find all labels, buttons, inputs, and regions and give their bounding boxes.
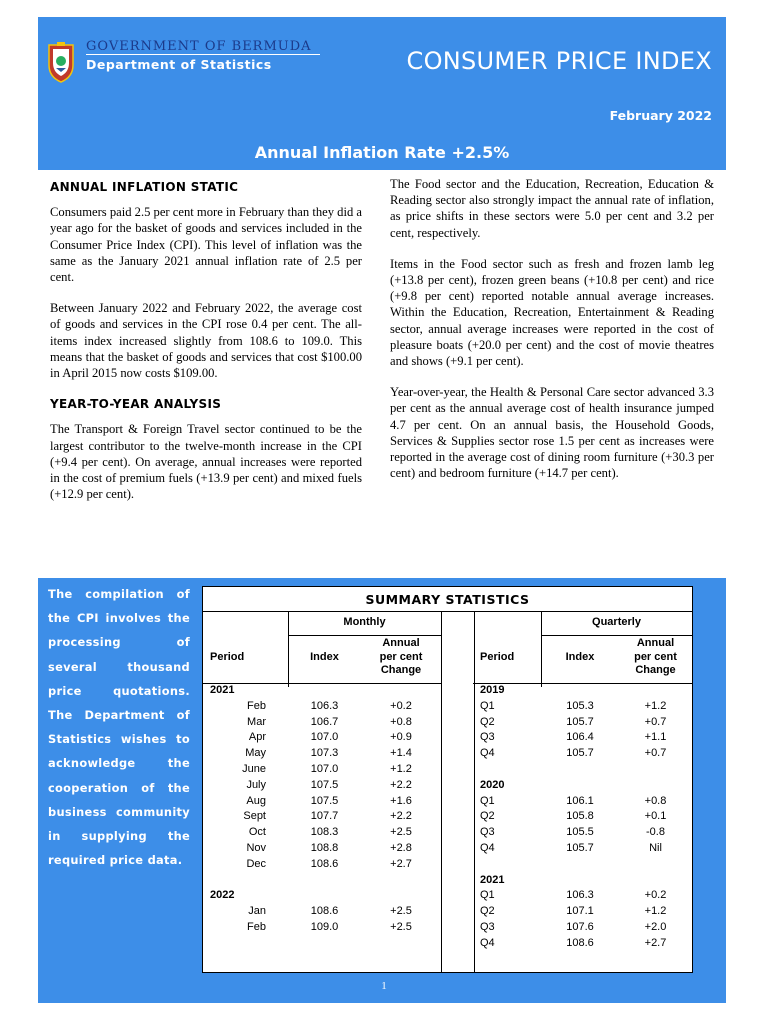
period-cell: Nov [246,842,266,854]
change-cell: +0.8 [644,794,667,807]
change-cell: +2.2 [390,778,412,791]
section-heading: ANNUAL INFLATION STATIC [50,180,239,194]
index-cell: 107.3 [310,747,339,760]
change-cell: +0.2 [644,889,667,902]
government-name: GOVERNMENT OF BERMUDA [86,39,312,54]
period-cell: May [245,747,266,760]
change-cell: +0.8 [390,715,412,728]
index-cell: 105.8 [566,810,594,823]
grid-line [288,635,441,636]
right-column [390,176,714,496]
period-cell: Mar [247,715,266,728]
index-cell: 105.7 [566,715,594,728]
index-cell: 105.3 [566,699,594,712]
period-cell: Q3 [480,826,495,839]
paragraph: Year-over-year, the Health & Personal Care sector advanced 3.3 per cent as the annual average cost of health insurance jumped 4.7 per cent. On an annual basis, the Household Goods, Services & Supplies sector rose 1.5 per cent as increases were reported in the average cost of dining room furniture (+30.3 per cent) and bedroom furniture (+14.7 per cent). [390,385,714,481]
period-cell: Feb [247,699,266,712]
index-cell: 107.0 [310,731,339,744]
period-cell: Q4 [480,842,495,854]
header-rule [86,54,320,55]
index-cell: 107.7 [310,810,339,823]
period-cell: Q1 [480,699,495,712]
period-cell: Q3 [480,731,495,744]
change-cell: +0.7 [644,715,667,728]
index-cell: 108.6 [310,905,339,918]
paragraph: Between January 2022 and February 2022, the average cost of goods and services in the CPI rose 0.4 per cent. The all-items index increased slightly from 108.6 to 109.0. This means that the basket of goods and services that cost $100.00 in April 2015 now costs $109.00. [50,301,362,381]
period-cell: Q2 [480,715,495,728]
period-cell: Oct [248,826,266,839]
summary-statistics-table [202,586,693,973]
index-cell: 108.6 [310,857,339,870]
index-cell: 106.1 [566,794,594,807]
period-cell: Dec [246,857,266,870]
change-cell: +1.2 [644,699,667,712]
change-cell: +0.9 [390,731,412,744]
index-cell: 108.6 [566,936,594,949]
article-body [38,170,726,578]
index-cell: 106.3 [566,889,594,902]
table-title: SUMMARY STATISTICS [203,587,692,612]
index-cell: 107.5 [310,778,339,791]
grid-line [203,683,441,684]
paragraph: The Transport & Foreign Travel sector continued to be the largest contributor to the twelve-month increase in the CPI (+9.4 per cent). On average, annual increases were reported in the cost of premium fuels (+13.9 per cent) and mixed fuels (+12.9 per cent). [50,422,362,502]
page-number: 1 [381,980,387,992]
change-cell: +2.7 [644,936,667,949]
monthly-header: Monthly [343,616,386,628]
period-col-header: Period [210,651,245,663]
year-label: 2021 [480,873,505,886]
change-header-line: Annual [636,637,675,649]
change-cell: +2.5 [390,905,412,918]
change-cell: +2.5 [390,921,412,933]
period-cell: Aug [246,794,266,807]
year-label: 2019 [480,684,505,696]
period-cell: Feb [247,921,266,933]
index-cell: 106.7 [310,715,339,728]
change-cell: +0.1 [644,810,667,823]
change-header-line: per cent [634,650,677,663]
period-cell: June [242,763,266,775]
change-cell: +1.2 [644,905,667,918]
index-cell: 107.1 [566,905,594,918]
index-col-header: Index [310,651,339,663]
index-cell: 107.5 [310,794,339,807]
change-cell: +2.0 [644,921,667,933]
change-cell: +2.7 [390,857,412,870]
change-col-header [619,637,692,678]
index-cell: 105.5 [566,826,594,839]
change-cell: +1.2 [390,763,412,775]
period-cell: Q2 [480,905,495,918]
change-cell: +1.4 [390,747,412,760]
period-cell: Q4 [480,747,495,760]
period-cell: Jan [248,905,266,918]
index-cell: 105.7 [566,747,594,760]
period-cell: Q1 [480,889,495,902]
change-header-line: Change [635,664,676,676]
index-cell: 106.4 [566,731,594,744]
document-title: CONSUMER PRICE INDEX [406,47,712,75]
index-col-header: Index [565,651,595,663]
change-header-line: Annual [382,637,420,649]
change-cell: +0.7 [644,747,667,760]
header [38,17,726,135]
change-cell: +2.8 [390,842,412,854]
index-cell: 109.0 [310,921,339,933]
change-header-line: per cent [379,650,423,663]
headline: Annual Inflation Rate +2.5% [254,142,510,162]
paragraph: The Food sector and the Education, Recreation, Education & Reading sector also strongly impact the annual rate of inflation, as price shifts in these sectors were 5.0 per cent and 3.2 per cent, respectively. [390,177,714,240]
section-heading: YEAR-TO-YEAR ANALYSIS [50,397,222,412]
period-cell: Q1 [480,794,495,807]
change-cell: -0.8 [646,826,665,839]
change-cell: +2.2 [390,810,412,823]
bermuda-crest-icon [46,41,76,83]
paragraph: Consumers paid 2.5 per cent more in February than they did a year ago for the basket of goods and services included in the Consumer Price Index (CPI). This level of inflation was the same as the January 2021 annual inflation rate of 2.5 per cent. [50,205,362,285]
grid-line [473,683,692,684]
period-cell: Q4 [480,936,495,949]
left-column [50,176,362,517]
quarterly-header: Quarterly [592,616,641,628]
change-cell: Nil [649,842,662,854]
table-gap [441,612,475,972]
year-label: 2022 [210,889,235,902]
index-cell: 107.0 [310,763,339,775]
index-cell: 108.3 [310,826,339,839]
headline-bar [38,138,726,166]
index-cell: 106.3 [310,699,339,712]
period-cell: Q3 [480,921,495,933]
index-cell: 108.8 [310,842,339,854]
paragraph: Items in the Food sector such as fresh and frozen lamb leg (+13.8 per cent), frozen green beans (+10.8 per cent) and rice (+9.8 per cent) reported notable annual average increases. Within the Education, Recreation, Entertainment & Reading sector, annual average increases were reported in the cost of pleasure boats (+20.0 per cent) and the cost of movie theatres and shows (+9.1 per cent). [390,256,714,369]
change-cell: +2.5 [390,826,412,839]
period-cell: Sept [243,810,266,823]
document-date: February 2022 [609,108,712,123]
index-cell: 107.6 [566,921,594,933]
change-cell: +1.1 [644,731,667,744]
change-cell: +1.6 [390,794,412,807]
acknowledgement-note: The compilation of the CPI involves the processing of several thousand price quotations. The Department of Statistics wishes to acknowledge the cooperation of the business community in supplying the required price data. [48,587,190,868]
period-cell: July [246,778,266,791]
year-label: 2020 [480,778,505,791]
index-cell: 105.7 [566,842,594,854]
grid-line [541,635,692,636]
period-col-header: Period [480,651,515,663]
department-name: Department of Statistics [86,57,272,72]
change-header-line: Change [380,664,422,676]
change-col-header [361,637,441,678]
change-cell: +0.2 [390,699,412,712]
year-label: 2021 [210,684,235,696]
period-cell: Apr [248,731,266,744]
period-cell: Q2 [480,810,495,823]
